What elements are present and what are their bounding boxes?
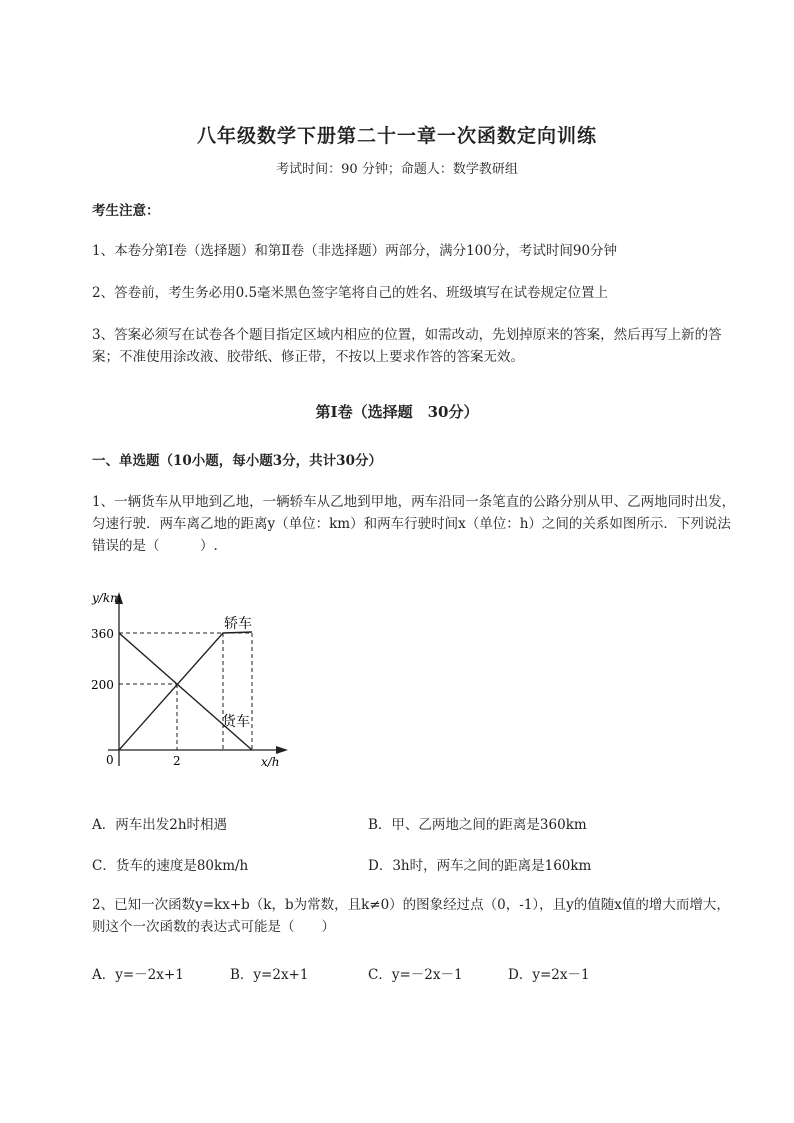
q1-option-b[interactable]: B．甲、乙两地之间的距离是360km <box>368 817 587 833</box>
question-2-text: 2、已知一次函数y=kx+b（k，b为常数，且k≠0）的图象经过点（0，-1），且y的值随x值的增大而增大，则这个一次函数的表达式可能是（ ） <box>92 897 730 935</box>
section-title: 第Ⅰ卷（选择题 30分） <box>315 403 479 421</box>
truck-label: 货车 <box>222 714 250 730</box>
q1-option-d[interactable]: D．3h时，两车之间的距离是160km <box>368 858 592 874</box>
origin-label: 0 <box>106 753 114 767</box>
y-axis-label: y/km <box>92 591 122 605</box>
q1-option-a[interactable]: A．两车出发2h时相遇 <box>92 817 228 833</box>
question-1-text: 1、一辆货车从甲地到乙地，一辆轿车从乙地到甲地，两车沿同一条笔直的公路分别从甲、乙两地同时出发，匀速行驶．两车离乙地的距离y（单位：km）和两车行驶时间x（单位：h）之间的关系如图所示．下列说法错误的是（ ）. <box>92 494 736 554</box>
x-axis-arrow <box>276 746 288 754</box>
notice-item-1: 1、本卷分第Ⅰ卷（选择题）和第Ⅱ卷（非选择题）两部分，满分100分，考试时间90分钟 <box>92 243 618 259</box>
q2-option-a[interactable]: A．y=－2x+1 <box>92 967 184 983</box>
x-axis-label: x/h <box>261 755 280 769</box>
truck-line <box>119 633 252 750</box>
part-heading: 一、单选题（10小题，每小题3分，共计30分） <box>92 453 382 469</box>
y-tick-360: 360 <box>91 627 114 641</box>
q2-option-b[interactable]: B．y=2x+1 <box>230 967 309 983</box>
page-title: 八年级数学下册第二十一章一次函数定向训练 <box>196 125 597 147</box>
notice-heading: 考生注意： <box>92 203 160 219</box>
q2-option-c[interactable]: C．y=－2x－1 <box>368 967 463 983</box>
x-tick-2: 2 <box>173 754 181 768</box>
notice-item-3: 3、答案必须写在试卷各个题目指定区域内相应的位置，如需改动，先划掉原来的答案，然后再写上新的答案；不准使用涂改液、胶带纸、修正带，不按以上要求作答的答案无效。 <box>92 327 722 365</box>
exam-info: 考试时间：90 分钟；命题人：数学教研组 <box>276 162 518 177</box>
notice-item-2: 2、答卷前，考生务必用0.5毫米黑色签字笔将自己的姓名、班级填写在试卷规定位置上 <box>92 285 609 301</box>
q2-option-d[interactable]: D．y=2x－1 <box>508 967 590 983</box>
question-1-graph <box>86 588 296 778</box>
car-label: 轿车 <box>224 616 252 632</box>
y-tick-200: 200 <box>91 678 114 692</box>
q1-option-c[interactable]: C．货车的速度是80km/h <box>92 858 249 874</box>
